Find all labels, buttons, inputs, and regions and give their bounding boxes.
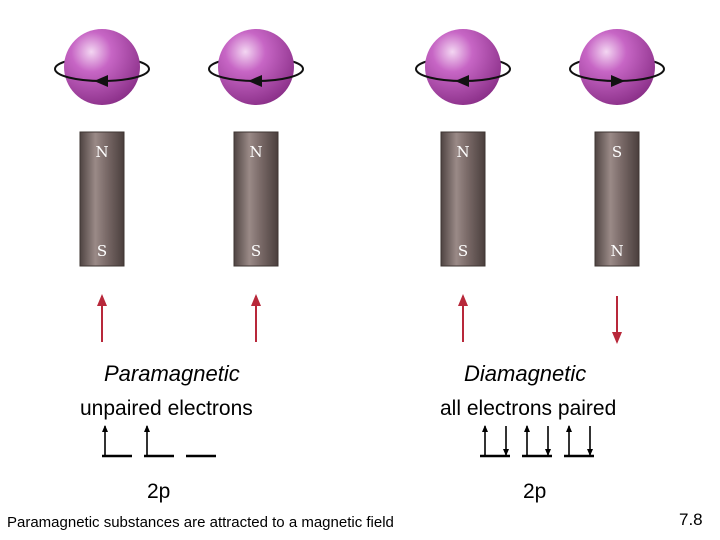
electron-sphere [425,29,501,105]
electron-spin-up-icon [144,425,150,432]
slide-number: 7.8 [679,510,703,529]
paramagnetic-orbital-label: 2p [147,480,171,503]
caption: Paramagnetic substances are attracted to a magnetic field [7,514,394,531]
orbital-1 [102,425,132,456]
paramagnetic-title: Paramagnetic [104,361,240,386]
magnet-pole-bottom: S [96,242,108,260]
paramagnetic-subtitle: unpaired electrons [80,397,253,420]
magnet-pole-top: N [456,143,470,161]
electron-sphere [218,29,294,105]
field-arrow-up-icon [458,294,468,306]
electron-1 [55,29,149,342]
orbital-1 [480,425,510,456]
electron-4 [570,29,664,344]
orbital-2 [522,425,552,456]
diamagnetic-orbitals [480,425,594,456]
field-arrow-down-icon [612,332,622,344]
electron-spin-up-icon [524,425,530,432]
magnet-pole-bottom: S [457,242,469,260]
magnet-pole-top: N [95,143,109,161]
electron-spin-up-icon [566,425,572,432]
magnet-pole-bottom: S [250,242,262,260]
electron-2 [209,29,303,342]
magnet-pole-bottom: N [610,242,624,260]
diamagnetic-title: Diamagnetic [464,361,587,386]
electron-spin-up-icon [482,425,488,432]
magnet-pole-top: S [611,143,623,161]
electron-sphere [64,29,140,105]
diamagnetic-subtitle: all electrons paired [440,397,617,420]
orbital-2 [144,425,174,456]
electron-3 [416,29,510,342]
electron-sphere [579,29,655,105]
paramagnetic-orbitals [102,425,216,456]
field-arrow-up-icon [251,294,261,306]
electron-spin-up-icon [102,425,108,432]
field-arrow-up-icon [97,294,107,306]
diamagnetic-orbital-label: 2p [523,480,547,503]
magnet-pole-top: N [249,143,263,161]
orbital-3 [564,425,594,456]
